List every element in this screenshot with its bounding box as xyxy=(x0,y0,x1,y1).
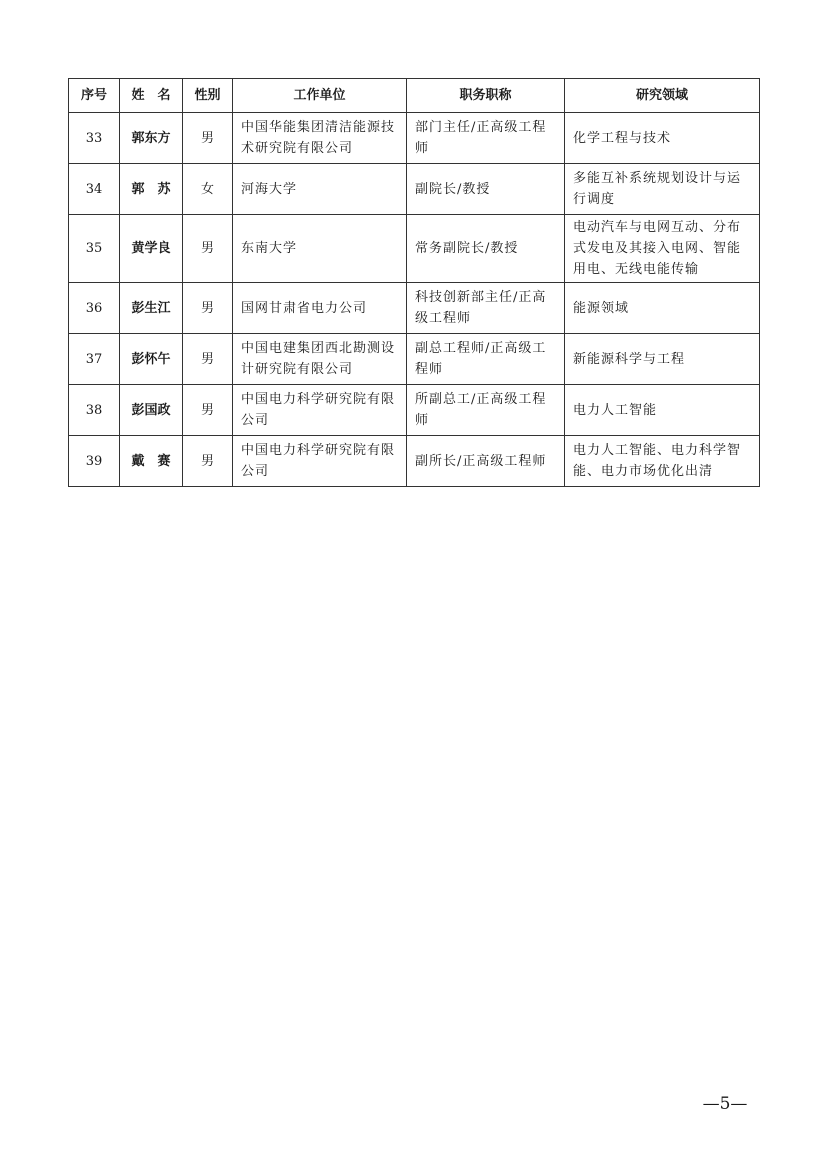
page-number: —5— xyxy=(702,1094,748,1114)
cell-field: 多能互补系统规划设计与运行调度 xyxy=(565,164,760,215)
table-row xyxy=(69,283,760,334)
cell-title: 副院长/教授 xyxy=(407,164,565,215)
cell-unit: 中国电建集团西北勘测设计研究院有限公司 xyxy=(233,334,407,385)
cell-gender: 女 xyxy=(183,164,233,215)
cell-no: 39 xyxy=(69,436,120,487)
header-gender: 性别 xyxy=(183,79,233,113)
cell-title: 部门主任/正高级工程师 xyxy=(407,113,565,164)
cell-unit: 河海大学 xyxy=(233,164,407,215)
cell-name: 郭东方 xyxy=(120,113,183,164)
header-unit: 工作单位 xyxy=(233,79,407,113)
cell-name: 彭国政 xyxy=(120,385,183,436)
header-no: 序号 xyxy=(69,79,120,113)
cell-no: 37 xyxy=(69,334,120,385)
cell-field: 电力人工智能、电力科学智能、电力市场优化出清 xyxy=(565,436,760,487)
cell-field: 化学工程与技术 xyxy=(565,113,760,164)
cell-no: 34 xyxy=(69,164,120,215)
table-row xyxy=(69,164,760,215)
table-row xyxy=(69,385,760,436)
cell-gender: 男 xyxy=(183,436,233,487)
cell-unit: 中国华能集团清洁能源技术研究院有限公司 xyxy=(233,113,407,164)
cell-field: 电力人工智能 xyxy=(565,385,760,436)
cell-unit: 国网甘肃省电力公司 xyxy=(233,283,407,334)
cell-field: 能源领域 xyxy=(565,283,760,334)
cell-name: 戴 赛 xyxy=(120,436,183,487)
table-row xyxy=(69,215,760,283)
header-name: 姓 名 xyxy=(120,79,183,113)
cell-no: 35 xyxy=(69,215,120,283)
cell-name: 彭怀午 xyxy=(120,334,183,385)
cell-no: 36 xyxy=(69,283,120,334)
table-row xyxy=(69,113,760,164)
cell-title: 科技创新部主任/正高级工程师 xyxy=(407,283,565,334)
expert-roster-table xyxy=(68,78,760,487)
cell-unit: 中国电力科学研究院有限公司 xyxy=(233,436,407,487)
header-field: 研究领域 xyxy=(565,79,760,113)
cell-name: 黄学良 xyxy=(120,215,183,283)
cell-gender: 男 xyxy=(183,334,233,385)
table-header-row xyxy=(69,79,760,113)
cell-field: 新能源科学与工程 xyxy=(565,334,760,385)
table-row xyxy=(69,436,760,487)
cell-name: 郭 苏 xyxy=(120,164,183,215)
cell-title: 所副总工/正高级工程师 xyxy=(407,385,565,436)
cell-unit: 中国电力科学研究院有限公司 xyxy=(233,385,407,436)
cell-gender: 男 xyxy=(183,215,233,283)
cell-gender: 男 xyxy=(183,113,233,164)
cell-title: 常务副院长/教授 xyxy=(407,215,565,283)
cell-title: 副总工程师/正高级工程师 xyxy=(407,334,565,385)
cell-field: 电动汽车与电网互动、分布式发电及其接入电网、智能用电、无线电能传输 xyxy=(565,215,760,283)
cell-title: 副所长/正高级工程师 xyxy=(407,436,565,487)
cell-name: 彭生江 xyxy=(120,283,183,334)
header-title: 职务职称 xyxy=(407,79,565,113)
cell-gender: 男 xyxy=(183,385,233,436)
cell-no: 33 xyxy=(69,113,120,164)
table-row xyxy=(69,334,760,385)
cell-gender: 男 xyxy=(183,283,233,334)
cell-no: 38 xyxy=(69,385,120,436)
cell-unit: 东南大学 xyxy=(233,215,407,283)
